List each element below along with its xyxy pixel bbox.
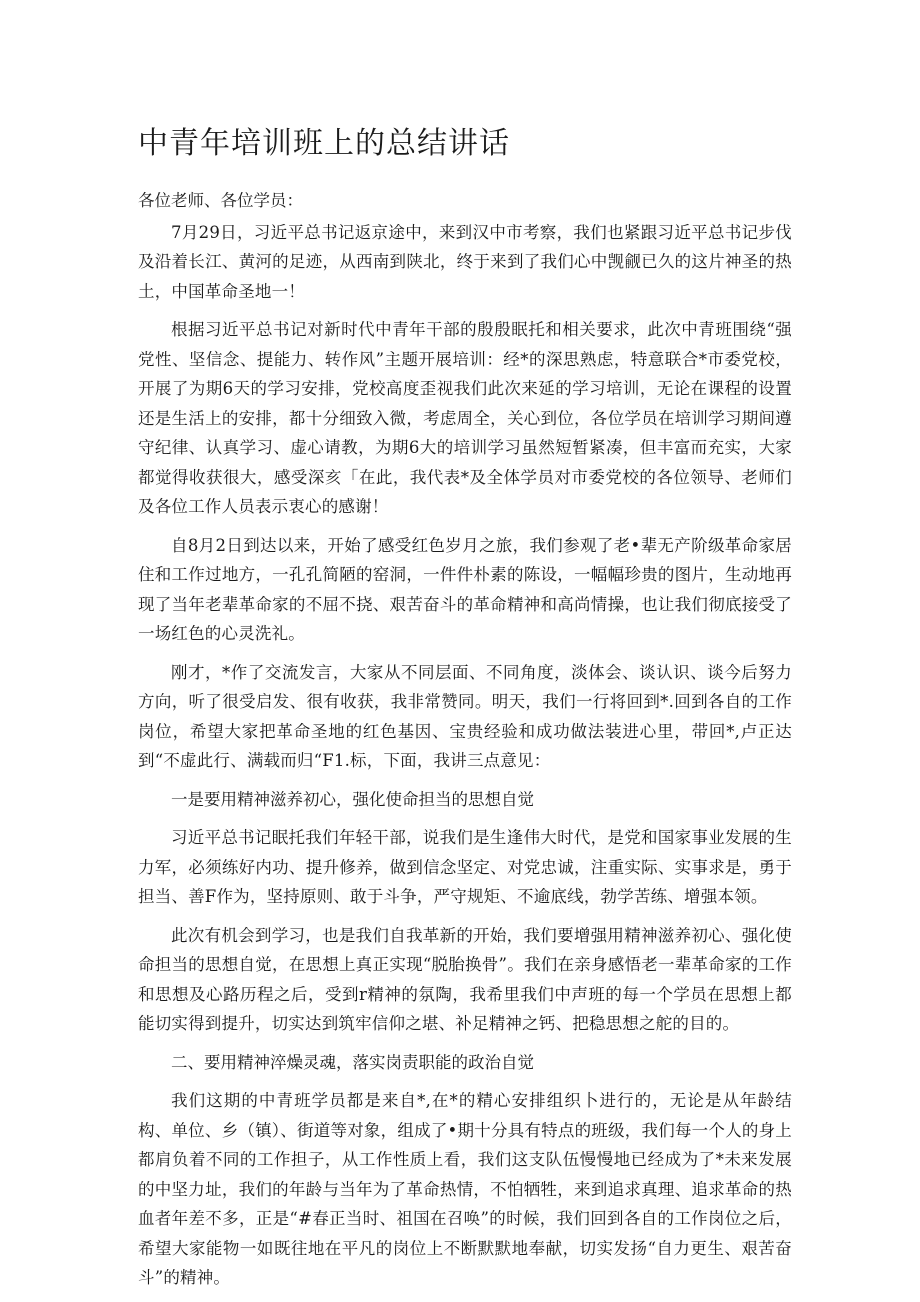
salutation: 各位老师、各位学员： [138, 191, 303, 210]
section-heading-1: 一是要用精神滋养初心，强化使命担当的思想自觉 [171, 789, 534, 809]
document-title: 中青年培训班上的总结讲话 [138, 126, 510, 161]
section-heading-2: 二、要用精神淬燥灵魂，落实岗责职能的政治自觉 [171, 1052, 534, 1072]
paragraph: 7月29日，习近平总书记返京途中，来到汉中市考察，我们也紧跟习近平总书记步伐及沿着长江、黄河的足迹，从西南到陕北，终于来到了我们心中觊觎已久的这片神圣的热土，中国革命圣地一！ [138, 222, 792, 301]
document-page [138, 124, 792, 1302]
paragraph: 此次有机会到学习，也是我们自我革新的开始，我们要增强用精神滋养初心、强化使命担当的思想自觉，在思想上真正实现“脱胎换骨”。我们在亲身感悟老一辈革命家的工作和思想及心路历程之后，受到r精神的氛陶，我希里我们中声班的每一个学员在思想上都能切实得到提升，切实达到筑牢信仰之堪、补足精神之钙、把稳思想之舵的目的。 [138, 925, 792, 1033]
paragraph: 根据习近平总书记对新时代中青年干部的殷殷眠托和相关要求，此次中青班围绕“强党性、坚信念、提能力、转作风”主题开展培训：经*的深思熟虑，特意联合*市委党校，开展了为期6天的学习安排，党校高度歪视我们此次来延的学习培训，无论在课程的设置还是生活上的安排，都十分细致入微，考虑周全，关心到位，各位学员在培训学习期间遵守纪律、认真学习、虚心请教，为期6大的培训学习虽然短暂紧凑，但丰富而充实，大家都觉得收获很大，感受深亥「在此，我代表*及全体学员对市委党校的各位领导、老师们及各位工作人员表示衷心的感谢！ [138, 320, 792, 516]
paragraph: 自8月2日到达以来，开始了感受红色岁月之旅，我们参观了老•辈无产阶级革命家居住和工作过地方，一孔孔简陋的窑洞，一件件朴素的陈设，一幅幅珍贵的图片，生动地再现了当年老辈革命家的不屈不挠、艰苦奋斗的革命精神和高尚情操，也让我们彻底接受了一场红色的心灵洗礼。 [138, 535, 792, 643]
paragraph: 我们这期的中青班学员都是来自*,在*的精心安排组织卜进行的，无论是从年龄结构、单位、乡（镇）、街道等对象，组成了•期十分具有特点的班级，我们每一个人的身上都肩负着不同的工作担子，从工作性质上看，我们这支队伍慢慢地已经成为了*未来发展的中坚力址，我们的年龄与当年为了革命热情，不怕牺牲，来到追求真理、追求革命的热血者年差不多，正是“#春正当时、祖国在召唤”的时候，我们回到各自的工作岗位之后，希望大家能物一如既往地在平凡的岗位上不断默默地奉献，切实发扬“自力更生、艰苦奋斗”的精神。 [138, 1091, 792, 1287]
paragraph: 习近平总书记眠托我们年轻干部，说我们是生逢伟大时代，是党和国家事业发展的生力军，必须练好内功、提升修养，做到信念坚定、对党忠诚，注重实际、实事求是，勇于担当、善F作为，坚持原则、敢于斗争，严守规矩、不逾底线，勃学苦练、增强本领。 [138, 828, 792, 906]
paragraph: 刚才，*作了交流发言，大家从不同层面、不同角度，淡体会、谈认识、谈今后努力方向，听了很受启发、很有收获，我非常赞同。明天，我们一行将回到*.回到各自的工作岗位，希望大家把革命圣地的红色基因、宝贵经验和成功做法装进心里，带回*,卢正达到“不虚此行、满载而归“F1.标，下面，我讲三点意见： [138, 662, 792, 770]
